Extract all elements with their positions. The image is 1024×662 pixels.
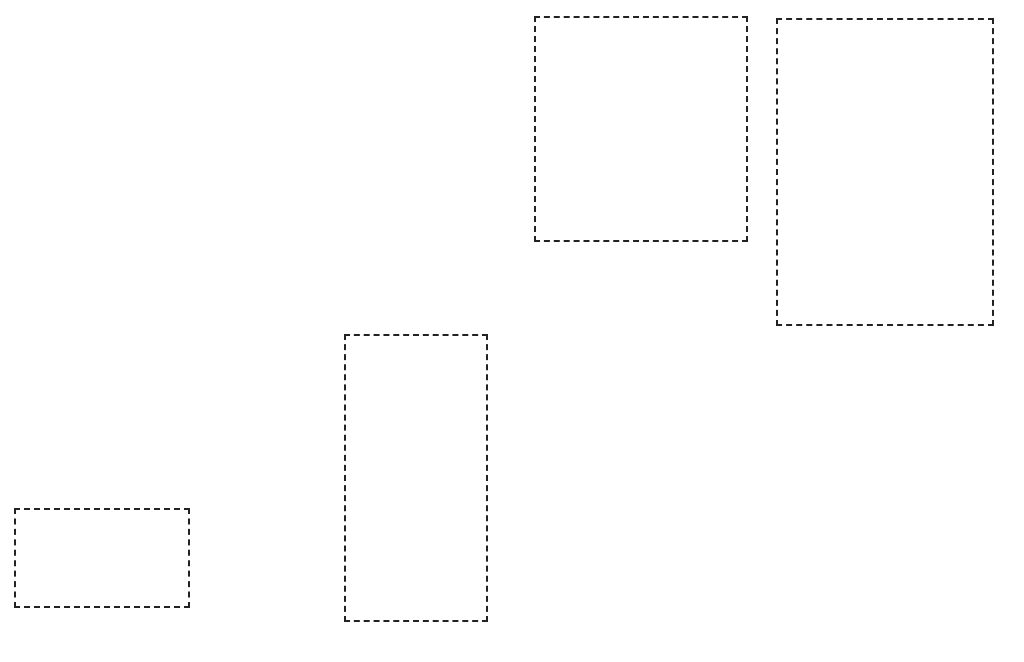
kids-section <box>534 402 754 438</box>
salads-section <box>220 356 328 370</box>
sandwiches-section <box>256 0 506 20</box>
snacks-section <box>22 0 227 18</box>
build-mac-row <box>794 36 992 46</box>
sauces-section <box>530 258 750 272</box>
sides-box <box>344 334 488 622</box>
kids-sides-row <box>534 420 754 438</box>
favorites-section <box>792 346 1004 358</box>
wings-box <box>534 16 748 242</box>
build-fries-row <box>794 60 992 70</box>
smokehouse-box <box>14 508 190 608</box>
build-box <box>776 18 994 326</box>
